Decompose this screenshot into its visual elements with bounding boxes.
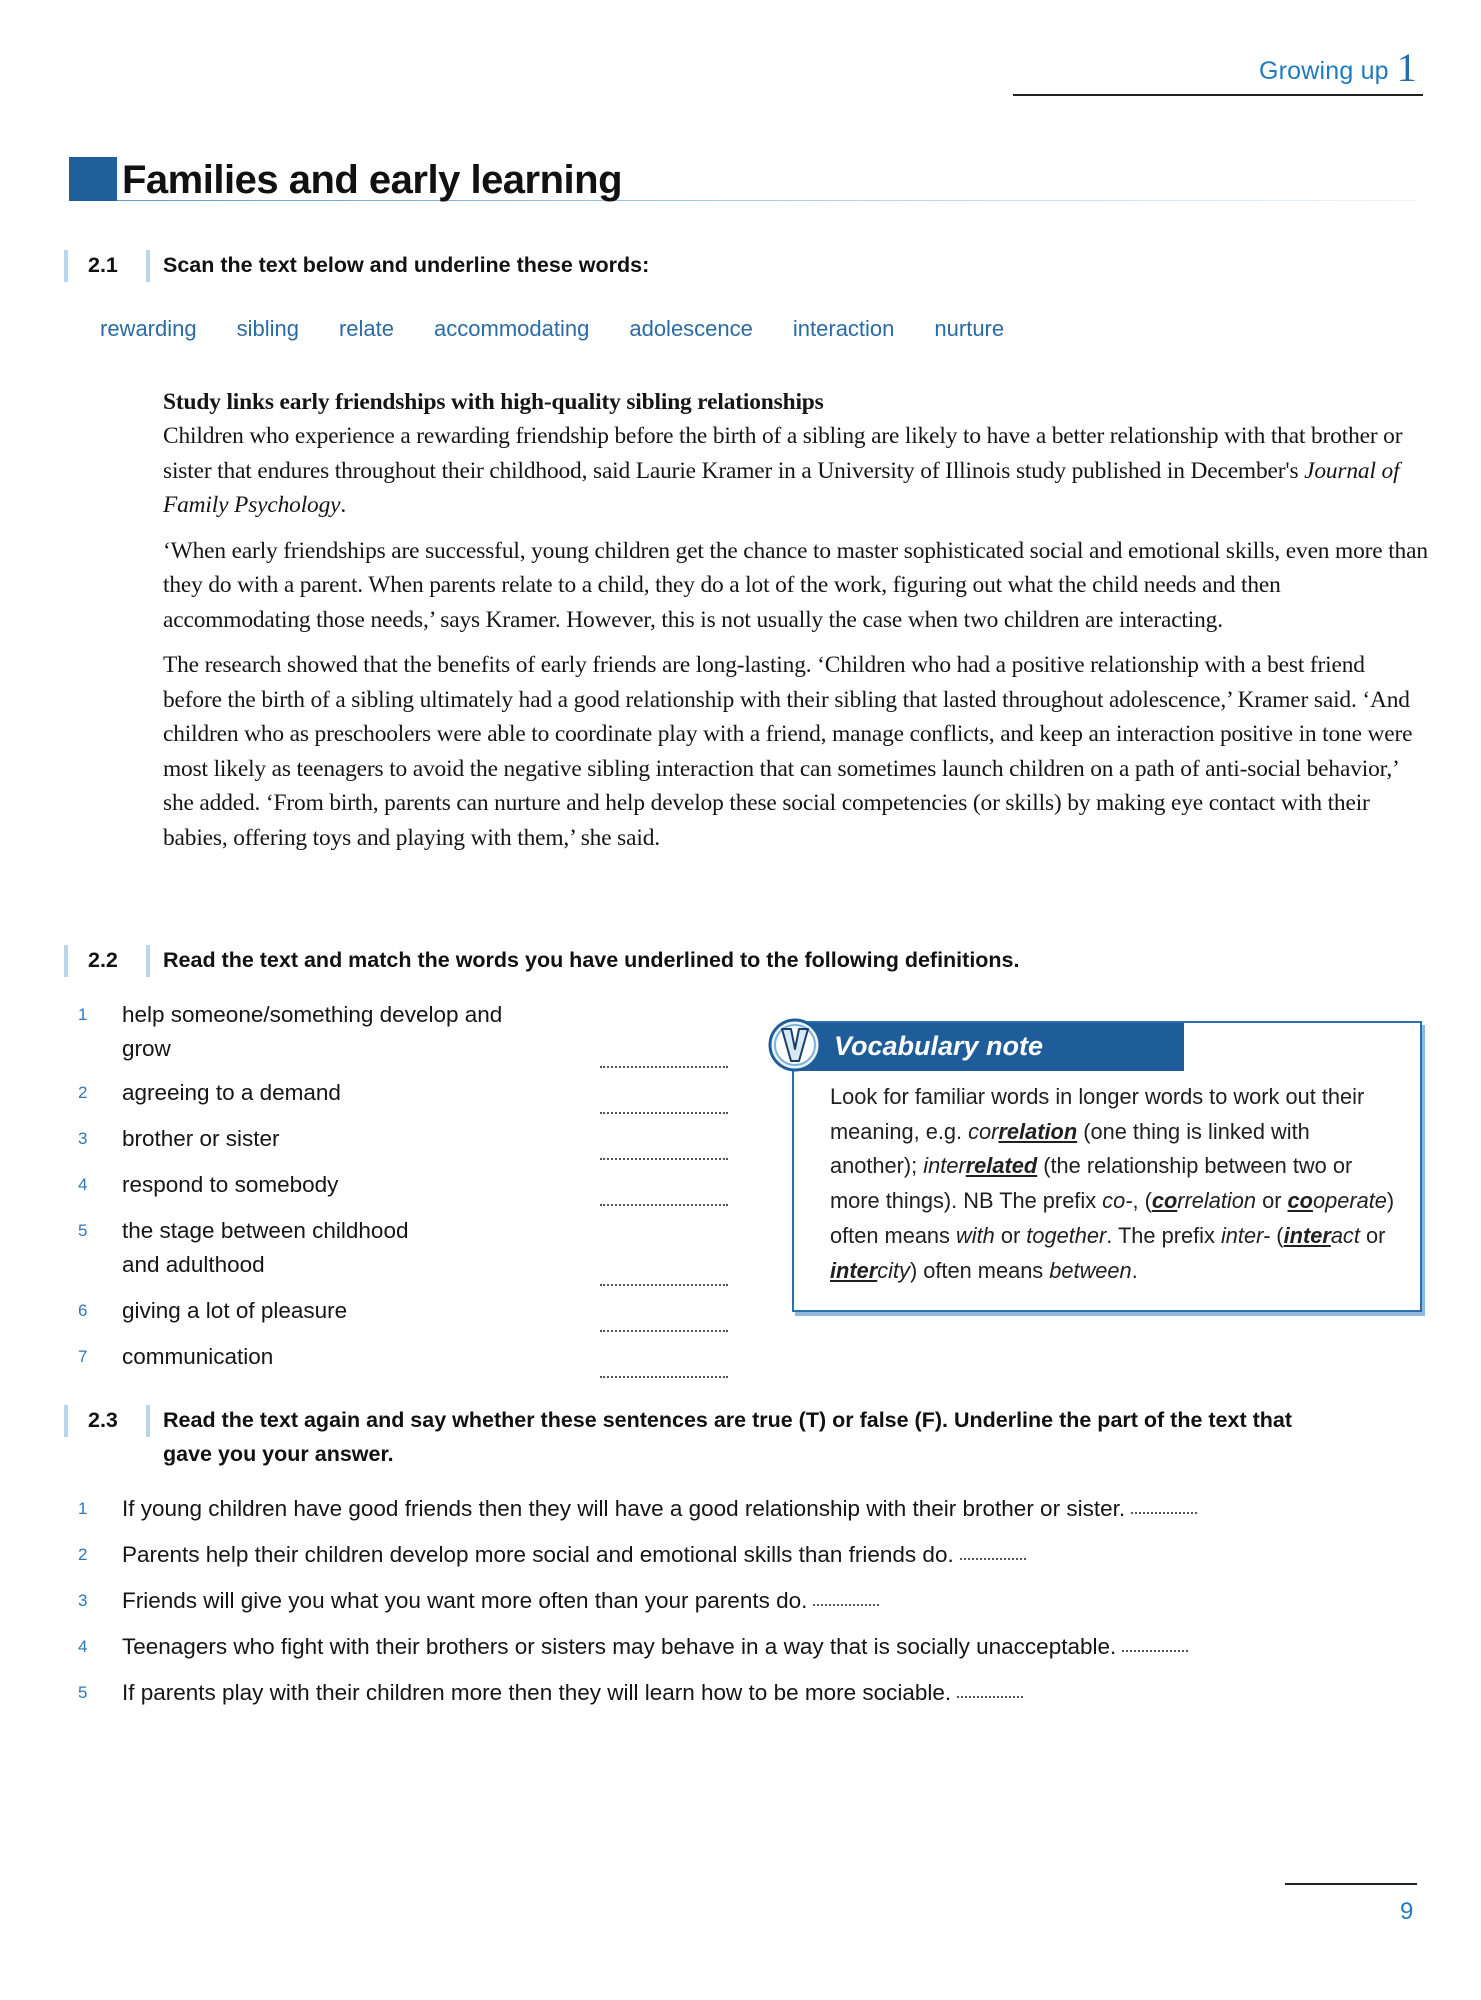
note-text: , ( — [1132, 1188, 1152, 1214]
highlighted-prefix: co — [1151, 1188, 1178, 1214]
definition-item — [78, 1340, 728, 1386]
item-number: 2 — [78, 1083, 88, 1102]
true-false-item — [78, 1538, 1408, 1584]
example-word — [830, 1258, 910, 1283]
note-text: . — [1131, 1257, 1138, 1283]
target-word: adolescence — [629, 316, 753, 341]
item-number: 5 — [78, 1221, 88, 1240]
true-false-item — [78, 1584, 1408, 1630]
statement — [122, 1676, 1023, 1710]
reading-passage — [163, 385, 1428, 866]
word-prefix: cor — [968, 1118, 999, 1144]
running-header — [1013, 40, 1423, 96]
target-word: nurture — [934, 316, 1005, 341]
target-word: relate — [338, 316, 395, 341]
definition-text: giving a lot of pleasure — [122, 1298, 348, 1323]
highlighted-prefix: co — [1287, 1188, 1313, 1214]
answer-blank[interactable] — [600, 1112, 728, 1114]
vocabulary-note-title: Vocabulary note — [834, 1031, 1044, 1061]
unit-title-text: Growing up — [1258, 57, 1389, 85]
item-number: 5 — [78, 1683, 88, 1702]
definition-text: brother or sister — [122, 1126, 280, 1151]
answer-blank[interactable] — [1131, 1512, 1197, 1514]
vocabulary-note-box — [792, 1021, 1422, 1312]
target-word: rewarding — [100, 316, 197, 341]
target-word: interaction — [792, 316, 895, 341]
note-text: Look for familiar words in longer words to work out their meaning, e.g. — [830, 1084, 1365, 1144]
prefix-label: inter- — [1220, 1222, 1271, 1248]
answer-blank[interactable] — [600, 1330, 728, 1332]
vocabulary-v-icon — [767, 1017, 823, 1073]
definition-item — [78, 1076, 728, 1122]
unit-number: 1 — [1396, 45, 1417, 90]
word-rest: operate — [1312, 1188, 1387, 1214]
example-word — [1152, 1188, 1256, 1213]
true-false-item — [78, 1676, 1408, 1722]
answer-blank[interactable] — [600, 1204, 728, 1206]
item-number: 3 — [78, 1129, 88, 1148]
article-paragraph-3: The research showed that the benefits of early friends are long-lasting. ‘Children who had a positive relationship with a best friend before the birth of a sibling ultimately had a good relationship with their sibling that lasted throughout adolescence,’ Kramer said. ‘And children who as preschoolers were able to coordinate play with a friend, manage conflicts, and keep an interaction positive in tone were most likely as teenagers to avoid the negative sibling interaction that can sometimes launch children on a path of anti-social behavior,’ she added. ‘From birth, parents can nurture and help develop these social competencies (or skills) by making eye contact with their babies, offering toys and playing with them,’ she said. — [163, 652, 1413, 851]
definition-list — [78, 998, 728, 1386]
target-word: accommodating — [434, 316, 590, 341]
article-headline: Study links early friendships with high-quality sibling relationships — [163, 389, 824, 415]
exercise-instruction: Scan the text below and underline these words: — [163, 253, 650, 277]
paragraph-end: . — [340, 492, 347, 518]
definition-text: communication — [122, 1344, 274, 1369]
exercise-instruction: Read the text and match the words you have underlined to the following definitions. — [163, 948, 1020, 972]
statement-text: If parents play with their children more then they will learn how to be more sociable. — [122, 1680, 952, 1705]
example-word — [1284, 1223, 1360, 1248]
highlighted-root: relation — [998, 1118, 1078, 1144]
item-number: 1 — [78, 1005, 88, 1024]
note-text: (the relationship between two or more things). NB The prefix — [830, 1153, 1353, 1214]
journal-title: Journal of Family Psychology — [163, 457, 1400, 518]
statement — [122, 1584, 879, 1618]
vocabulary-note-header — [794, 1023, 1184, 1071]
definition-text: help someone/something develop and grow — [122, 1002, 503, 1061]
exercise-number-tab — [64, 1405, 160, 1437]
exercise-instruction-line-1: Read the text again and say whether these sentences are true (T) or false (F). Underline the part of the text that — [163, 1408, 1293, 1432]
note-text: or — [1256, 1188, 1288, 1214]
target-word: sibling — [236, 316, 299, 341]
exercise-number-tab — [64, 250, 160, 282]
item-number: 7 — [78, 1347, 88, 1366]
definition-item — [78, 1214, 728, 1294]
definition-item — [78, 1122, 728, 1168]
definition-text: respond to somebody — [122, 1172, 339, 1197]
article-paragraph-2: ‘When early friendships are successful, young children get the chance to master sophisticated social and emotional skills, even more than they do with a parent. When parents relate to a child, they do a lot of the work, figuring out what the child needs and then accommodating those needs,’ says Kramer. However, this is not usually the case when two children are interacting. — [163, 537, 1428, 633]
exercise-instruction-line-2: gave you your answer. — [163, 1442, 394, 1466]
statement-text: If young children have good friends then they will have a good relationship with their brother or sister. — [122, 1496, 1126, 1521]
note-text: ) often means — [830, 1188, 1395, 1248]
statement-text: Friends will give you what you want more often than your parents do. — [122, 1588, 808, 1613]
answer-blank[interactable] — [1122, 1650, 1188, 1652]
statement-text: Parents help their children develop more social and emotional skills than friends do. — [122, 1542, 954, 1567]
word-rest: act — [1330, 1222, 1360, 1248]
footer-rule — [1285, 1883, 1417, 1885]
definition-text: the stage between childhood and adulthood — [122, 1218, 409, 1277]
note-text: . The prefix — [1106, 1222, 1221, 1248]
meaning: between — [1049, 1257, 1132, 1283]
exercise-number: 2.2 — [88, 948, 118, 972]
page-number: 9 — [1400, 1898, 1414, 1925]
note-text: ( — [1270, 1222, 1284, 1248]
note-text: or — [1359, 1222, 1386, 1248]
unit-title — [1259, 44, 1417, 91]
tab-bar-right — [146, 1405, 150, 1437]
answer-blank[interactable] — [960, 1558, 1026, 1560]
tab-bar-left — [64, 1405, 68, 1437]
vocabulary-note-body — [830, 1080, 1400, 1288]
item-number: 3 — [78, 1591, 88, 1610]
exercise-number: 2.3 — [88, 1408, 118, 1432]
true-false-item — [78, 1630, 1408, 1676]
item-number: 6 — [78, 1301, 88, 1320]
statement-text: Teenagers who fight with their brothers or sisters may behave in a way that is socially unacceptable. — [122, 1634, 1117, 1659]
tab-bar-right — [146, 945, 150, 977]
definition-item — [78, 1168, 728, 1214]
note-text: (one thing is linked with another); — [830, 1118, 1310, 1179]
example-word — [1288, 1188, 1387, 1213]
article-paragraph-1 — [163, 419, 1428, 523]
section-marker-block — [69, 157, 117, 201]
definition-text: agreeing to a demand — [122, 1080, 341, 1105]
answer-blank[interactable] — [600, 1158, 728, 1160]
note-text: or — [994, 1222, 1027, 1248]
exercise-number: 2.1 — [88, 253, 118, 277]
statement — [122, 1492, 1197, 1526]
item-number: 2 — [78, 1545, 88, 1564]
true-false-item — [78, 1492, 1408, 1538]
paragraph-text: Children who experience a rewarding friendship before the birth of a sibling are likely to have a better relationship with that brother or sister that endures throughout their childhood, said Laurie Kramer in a University of Illinois study published in December's — [163, 423, 1403, 484]
meaning: with — [956, 1222, 995, 1248]
statement — [122, 1538, 1026, 1572]
answer-blank[interactable] — [957, 1696, 1023, 1698]
note-text: ) often means — [909, 1257, 1050, 1283]
item-number: 1 — [78, 1499, 88, 1518]
answer-blank[interactable] — [813, 1604, 879, 1606]
statement — [122, 1630, 1188, 1664]
target-word-list — [100, 316, 1044, 342]
word-rest: rrelation — [1177, 1188, 1257, 1214]
tab-bar-left — [64, 945, 68, 977]
word-rest: city — [877, 1257, 910, 1283]
word-prefix: inter — [923, 1153, 966, 1179]
item-number: 4 — [78, 1175, 88, 1194]
tab-bar-left — [64, 250, 68, 282]
highlighted-root: related — [965, 1153, 1038, 1179]
tab-bar-right — [146, 250, 150, 282]
answer-blank[interactable] — [600, 1066, 728, 1068]
definition-item — [78, 998, 728, 1076]
prefix-label: co- — [1102, 1188, 1133, 1214]
section-title: Families and early learning — [122, 158, 623, 202]
highlighted-prefix: inter — [1283, 1222, 1331, 1248]
true-false-list — [78, 1492, 1408, 1722]
example-word — [968, 1119, 1077, 1144]
item-number: 4 — [78, 1637, 88, 1656]
highlighted-prefix: inter — [830, 1257, 878, 1283]
exercise-number-tab — [64, 945, 160, 977]
answer-blank[interactable] — [600, 1376, 728, 1378]
example-word — [923, 1153, 1037, 1178]
answer-blank[interactable] — [600, 1284, 728, 1286]
meaning: together — [1026, 1222, 1107, 1248]
definition-item — [78, 1294, 728, 1340]
